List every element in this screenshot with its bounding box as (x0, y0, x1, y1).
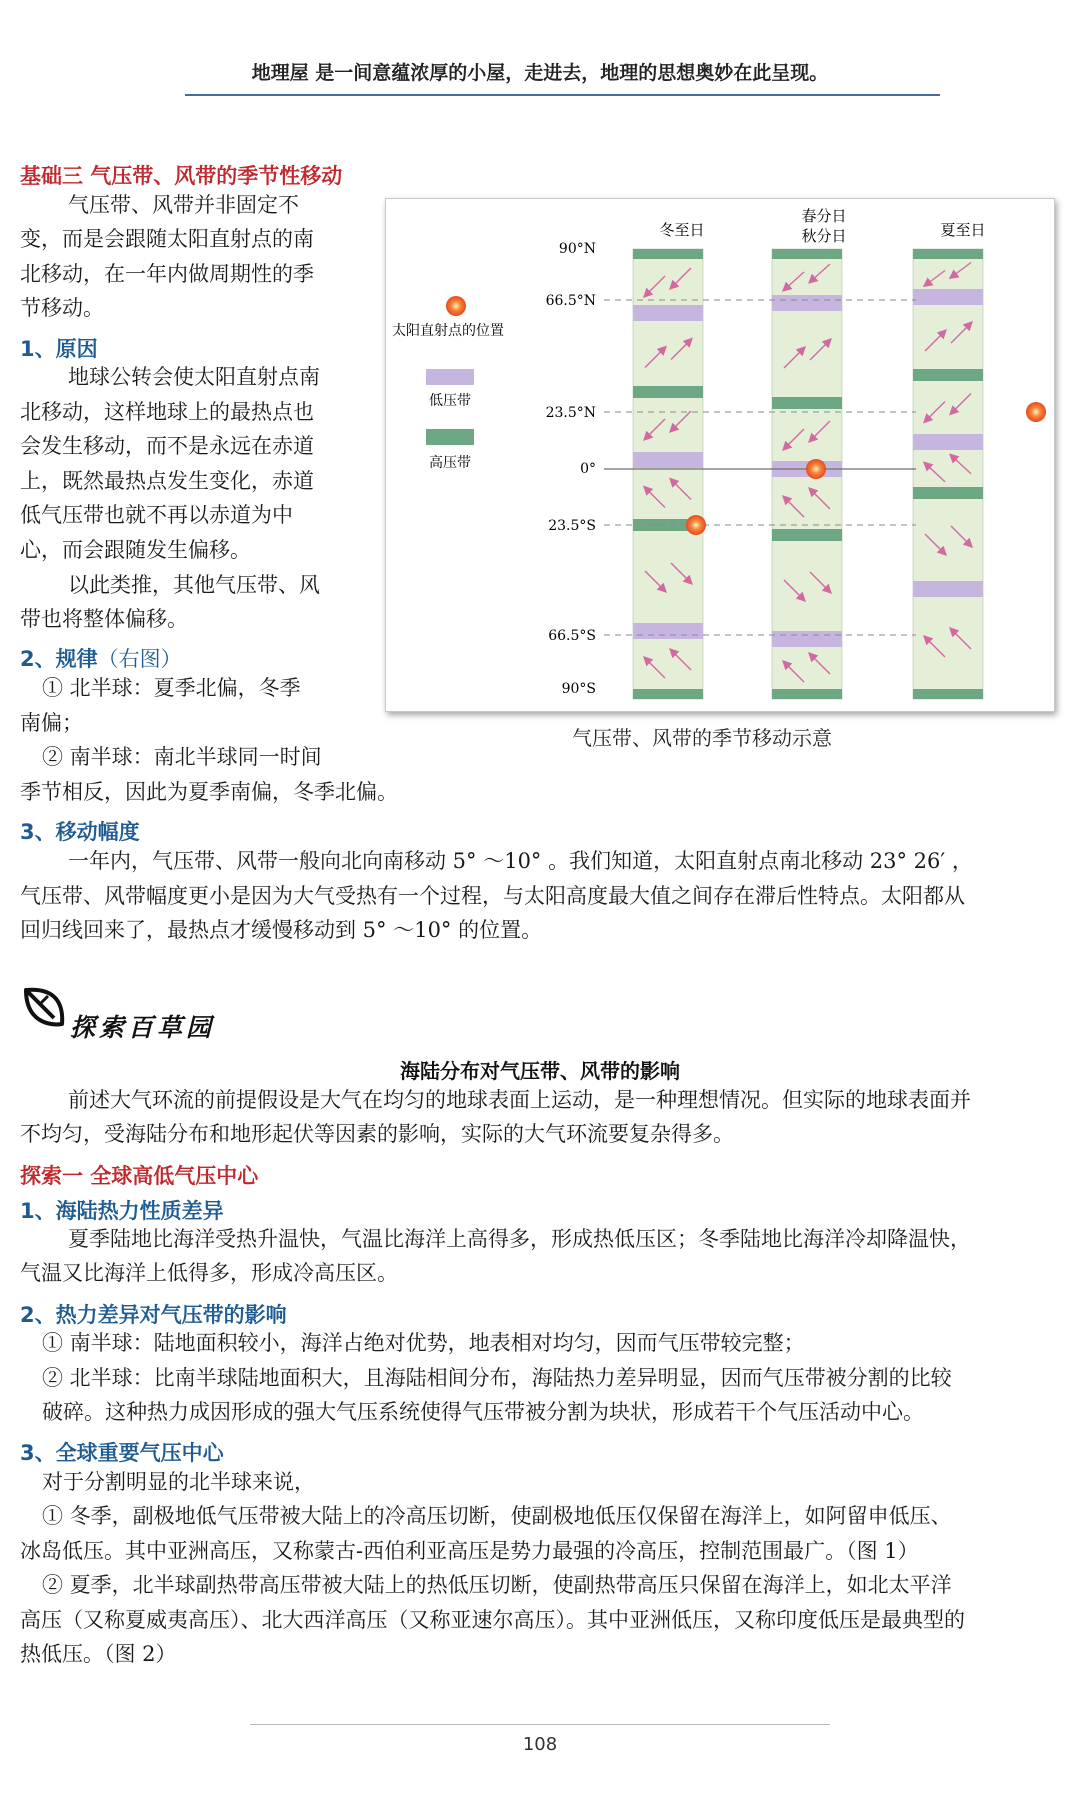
intro-line-4: 节移动。 (20, 296, 104, 320)
leaf-logo-icon (20, 984, 68, 1036)
column-header-autumn: 秋分日 (801, 227, 847, 245)
low-pressure-belt (772, 631, 842, 647)
sun-summer-icon (1026, 402, 1046, 422)
legend-low-label: 低压带 (429, 393, 471, 409)
explore-banner: 探索百草园 (70, 1013, 216, 1042)
legend-sun-label: 太阳直射点的位置 (392, 323, 504, 339)
lat-label-equator: 0° (580, 461, 596, 477)
pressure-centers-line-4: ② 夏季，北半球副热带高压带被大陆上的热低压切断，使副热带高压只保留在海洋上，如北太平洋 (42, 1573, 952, 1597)
column-header-summer: 夏至日 (940, 221, 986, 239)
thermal-effect-line-2: ② 北半球：比南半球陆地面积大，且海陆相间分布，海陆热力差异明显，因而气压带被分割的比较 (42, 1366, 952, 1390)
analogy-line-2: 带也将整体偏移。 (20, 607, 188, 631)
low-pressure-belt (913, 434, 983, 450)
high-pressure-belt (913, 487, 983, 499)
thermal-effect-line-3: 破碎。这种热力成因形成的强大气压系统使得气压带被分割为块状，形成若干个气压活动中心。 (42, 1400, 924, 1424)
intro-line-1: 气压带、风带并非固定不 (68, 193, 299, 217)
high-pressure-belt (772, 529, 842, 541)
high-pressure-belt (772, 249, 842, 259)
page-header: 地理屋 是一间意蕴浓厚的小屋，走进去，地理的思想奥妙在此呈现。 (251, 62, 829, 84)
lat-label-66s: 66.5°S (548, 628, 596, 644)
range-line-2: 气压带、风带幅度更小是因为大气受热有一个过程，与太阳高度最大值之间存在滞后性特点。太阳都从 (20, 884, 965, 908)
pressure-centers-line-1: 对于分割明显的北半球来说， (42, 1470, 315, 1494)
pressure-belt-figure (385, 198, 1055, 712)
footer-divider (250, 1724, 830, 1725)
land-sea-line-2: 气温又比海洋上低得多，形成冷高压区。 (20, 1261, 398, 1285)
low-pressure-belt (633, 305, 703, 321)
explore-intro-1: 前述大气环流的前提假设是大气在均匀的地球表面上运动，是一种理想情况。但实际的地球表面并 (68, 1088, 971, 1112)
pressure-centers-line-5: 高压（又称夏威夷高压）、北大西洋高压（又称亚速尔高压）。其中亚洲低压，又称印度低压是最典型的 (20, 1608, 965, 1632)
column-summer (913, 249, 983, 699)
range-line-3: 回归线回来了，最热点才缓慢移动到 5° ～10° 的位置。 (20, 918, 543, 942)
legend-low-swatch (426, 369, 474, 385)
pressure-belt-diagram (386, 199, 1054, 711)
low-pressure-belt (633, 623, 703, 639)
high-pressure-belt (633, 249, 703, 259)
legend-high-swatch (426, 429, 474, 445)
figure-caption: 气压带、风带的季节移动示意 (572, 726, 832, 750)
low-pressure-belt (772, 295, 842, 311)
rule-line-2: 南偏； (20, 711, 83, 735)
sun-equinox-icon (806, 459, 826, 479)
rule-title-ref: （右图） (97, 647, 182, 671)
rule-line-3: ② 南半球：南北半球同一时间 (42, 745, 322, 769)
low-pressure-belt (913, 581, 983, 597)
reason-title: 1、原因 (20, 337, 98, 361)
pressure-centers-line-6: 热低压。（图 2） (20, 1642, 177, 1666)
explore-intro-2: 不均匀，受海陆分布和地形起伏等因素的影响，实际的大气环流要复杂得多。 (20, 1122, 734, 1146)
high-pressure-belt (913, 689, 983, 699)
column-header-winter: 冬至日 (659, 221, 705, 239)
low-pressure-belt (913, 289, 983, 305)
rule-title-main: 2、规律 (20, 647, 98, 671)
high-pressure-belt (633, 386, 703, 398)
section-title: 基础三 气压带、风带的季节性移动 (20, 164, 343, 188)
pressure-centers-line-3: 冰岛低压。其中亚洲高压，又称蒙古-西伯利亚高压是势力最强的冷高压，控制范围最广。（图 1） (20, 1539, 919, 1563)
range-line-1: 一年内，气压带、风带一般向北向南移动 5° ～10° 。我们知道，太阳直射点南北移动 23° 26′ ， (68, 849, 973, 873)
rule-title (20, 643, 182, 673)
lat-label-23n: 23.5°N (545, 405, 596, 421)
reason-line-3: 会发生移动，而不是永远在赤道 (20, 434, 314, 458)
rule-line-4: 季节相反，因此为夏季南偏，冬季北偏。 (20, 780, 398, 804)
legend-high-label: 高压带 (429, 455, 471, 471)
high-pressure-belt (772, 397, 842, 409)
high-pressure-belt (913, 249, 983, 259)
thermal-effect-line-1: ① 南半球：陆地面积较小，海洋占绝对优势，地表相对均匀，因而气压带较完整； (42, 1331, 805, 1355)
page-number: 108 (522, 1734, 558, 1755)
range-title: 3、移动幅度 (20, 820, 140, 844)
reason-line-6: 心，而会跟随发生偏移。 (20, 538, 251, 562)
land-sea-line-1: 夏季陆地比海洋受热升温快，气温比海洋上高得多，形成热低压区；冬季陆地比海洋冷却降温快， (68, 1227, 971, 1251)
sun-winter-icon (686, 515, 706, 535)
reason-line-4: 上，既然最热点发生变化，赤道 (20, 469, 314, 493)
reason-line-5: 低气压带也就不再以赤道为中 (20, 503, 293, 527)
analogy-line-1: 以此类推，其他气压带、风 (68, 573, 320, 597)
high-pressure-belt (633, 689, 703, 699)
land-sea-title: 1、海陆热力性质差异 (20, 1199, 224, 1223)
low-pressure-belt (633, 452, 703, 468)
lat-label-66n: 66.5°N (545, 293, 596, 309)
pressure-centers-title: 3、全球重要气压中心 (20, 1441, 224, 1465)
header-divider (185, 94, 940, 96)
intro-line-3: 北移动，在一年内做周期性的季 (20, 262, 314, 286)
lat-label-90n: 90°N (558, 241, 596, 257)
reason-line-2: 北移动，这样地球上的最热点也 (20, 400, 314, 424)
high-pressure-belt (913, 369, 983, 381)
thermal-effect-title: 2、热力差异对气压带的影响 (20, 1303, 287, 1327)
explore-heading: 海陆分布对气压带、风带的影响 (400, 1059, 680, 1083)
reason-line-1: 地球公转会使太阳直射点南 (68, 365, 320, 389)
column-header-spring: 春分日 (801, 207, 847, 225)
pressure-centers-line-2: ① 冬季，副极地低气压带被大陆上的冷高压切断，使副极地低压仅保留在海洋上，如阿留申低压、 (42, 1504, 952, 1528)
rule-line-1: ① 北半球：夏季北偏，冬季 (42, 676, 301, 700)
legend-sun-icon (446, 296, 466, 316)
intro-line-2: 变，而是会跟随太阳直射点的南 (20, 227, 314, 251)
explore-subsection-title: 探索一 全球高低气压中心 (20, 1164, 259, 1188)
lat-label-90s: 90°S (561, 681, 596, 697)
lat-label-23s: 23.5°S (548, 518, 596, 534)
high-pressure-belt (772, 689, 842, 699)
